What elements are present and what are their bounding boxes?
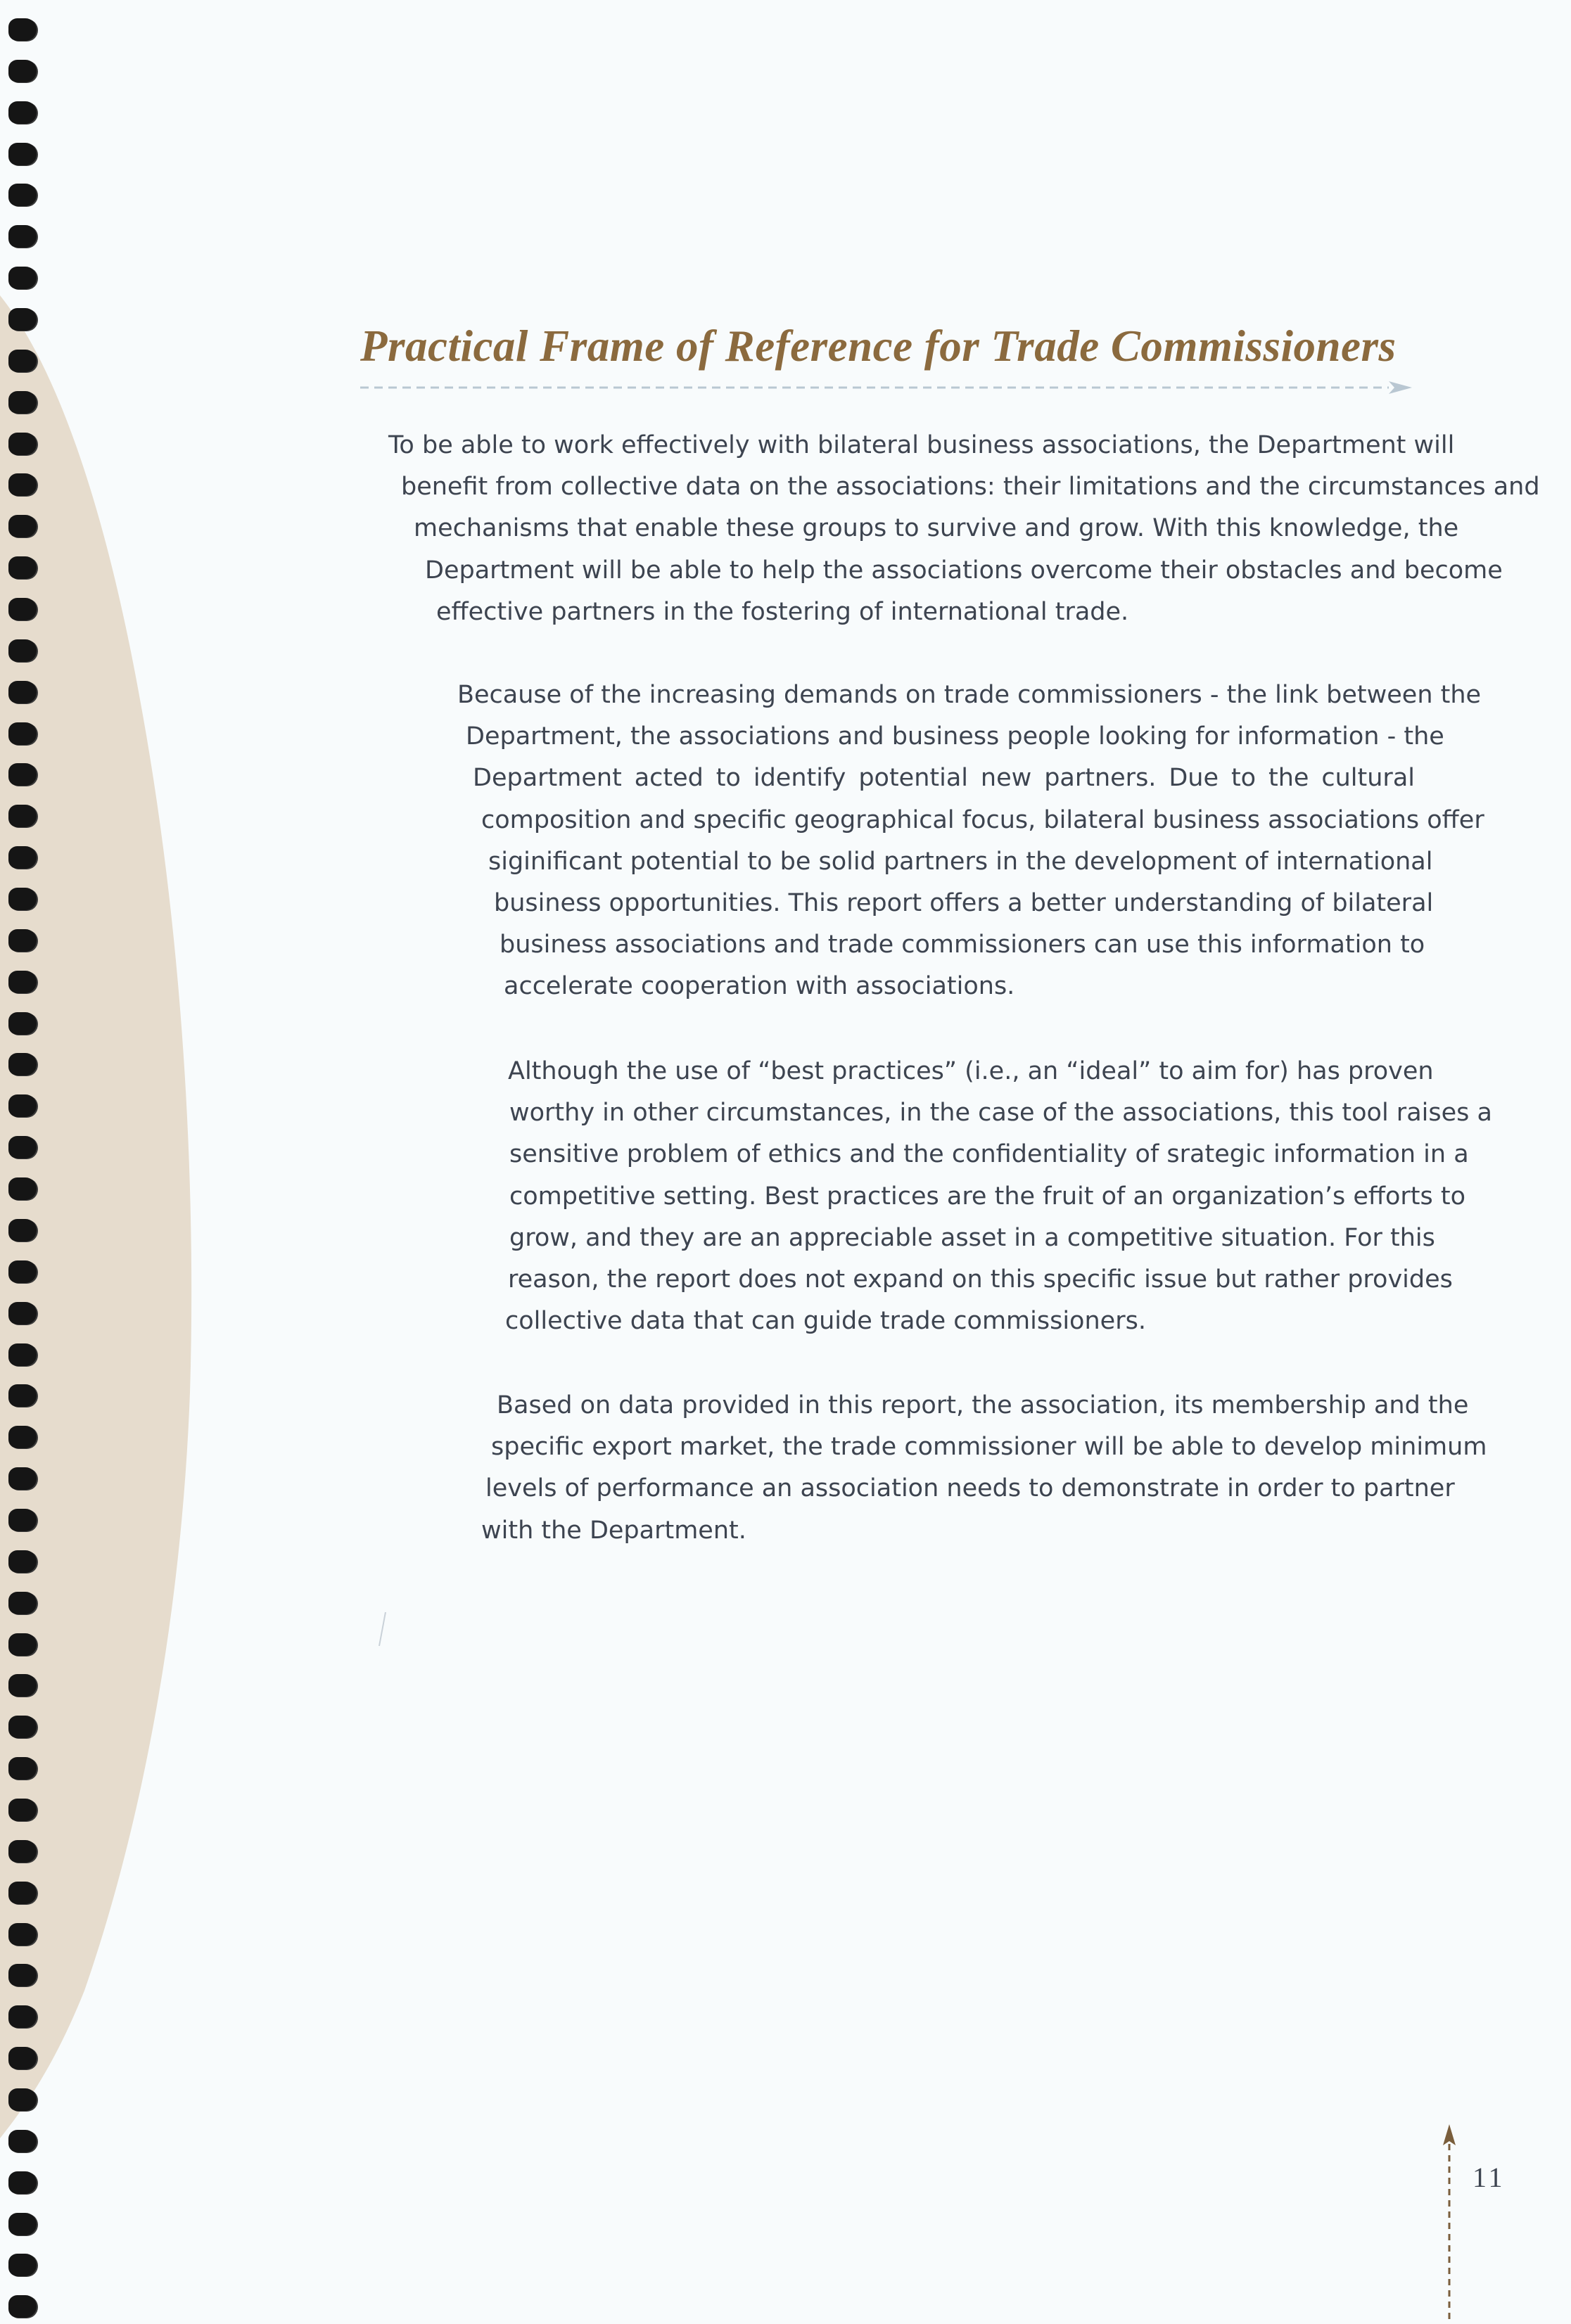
binding-ring <box>8 1260 37 1283</box>
binding-ring <box>8 1384 37 1407</box>
spiral-binding <box>8 18 48 2318</box>
binding-ring <box>8 184 37 206</box>
binding-ring <box>8 2047 37 2069</box>
paragraph-line: To be able to work effectively with bilateral business associations, the Department will <box>388 431 1455 459</box>
binding-ring <box>8 515 37 537</box>
paragraph-line: specific export market, the trade commissioner will be able to develop minimum <box>491 1433 1487 1462</box>
paragraph-line: mechanisms that enable these groups to survive and grow. With this knowledge, the <box>414 514 1459 543</box>
paragraph-line: sensitive problem of ethics and the confidentiality of srategic information in a <box>509 1140 1469 1169</box>
binding-ring <box>8 1219 37 1241</box>
binding-ring <box>8 1094 37 1117</box>
paragraph-line: siginificant potential to be solid partners in the development of international <box>488 847 1433 876</box>
binding-ring <box>8 971 37 993</box>
binding-ring <box>8 1012 37 1035</box>
paragraph-line: competitive setting. Best practices are the fruit of an organization’s efforts to <box>509 1182 1466 1211</box>
binding-ring <box>8 2088 37 2111</box>
binding-ring <box>8 1302 37 1324</box>
paragraph-line: Department, the associations and business people looking for information - the <box>466 722 1444 751</box>
paragraph-line: reason, the report does not expand on this specific issue but rather provides <box>508 1265 1453 1294</box>
binding-ring <box>8 308 37 331</box>
binding-ring <box>8 18 37 41</box>
binding-ring <box>8 1799 37 1821</box>
binding-ring <box>8 722 37 745</box>
binding-ring <box>8 929 37 952</box>
paragraph-line: benefit from collective data on the associations: their limitations and the circumstances and <box>401 473 1540 502</box>
body-paragraph-3 <box>505 1051 1492 1342</box>
body-paragraph-1 <box>388 425 1540 633</box>
binding-ring <box>8 1716 37 1738</box>
binding-ring <box>8 2254 37 2276</box>
binding-ring <box>8 846 37 869</box>
binding-ring <box>8 267 37 289</box>
binding-ring <box>8 101 37 124</box>
paragraph-line: composition and specific geographical focus, bilateral business associations offer <box>481 805 1484 834</box>
body-paragraph-2 <box>457 675 1484 1008</box>
page-number: 11 <box>1473 2162 1506 2193</box>
binding-ring <box>8 1467 37 1490</box>
paragraph-line: Department will be able to help the associations overcome their obstacles and become <box>425 556 1503 585</box>
paragraph-line: effective partners in the fostering of international trade. <box>436 597 1129 626</box>
dashed-arrow-right-icon <box>360 377 1412 398</box>
binding-ring <box>8 350 37 372</box>
binding-ring <box>8 763 37 786</box>
binding-ring <box>8 805 37 827</box>
binding-ring <box>8 1964 37 1986</box>
paragraph-line: grow, and they are an appreciable asset in a competitive situation. For this <box>509 1223 1435 1252</box>
paragraph-line: worthy in other circumstances, in the case of the associations, this tool raises a <box>509 1099 1492 1128</box>
page-title: Practical Frame of Reference for Trade Commissioners <box>360 321 1397 371</box>
binding-ring <box>8 1177 37 1200</box>
binding-ring <box>8 1633 37 1656</box>
binding-ring <box>8 2171 37 2194</box>
binding-ring <box>8 433 37 455</box>
binding-ring <box>8 2295 37 2318</box>
binding-ring <box>8 556 37 579</box>
binding-ring <box>8 1674 37 1697</box>
binding-ring <box>8 1592 37 1614</box>
binding-ring <box>8 2213 37 2235</box>
binding-ring <box>8 473 37 496</box>
binding-ring <box>8 888 37 910</box>
binding-ring <box>8 1757 37 1780</box>
binding-ring <box>8 2005 37 2028</box>
binding-ring <box>8 1509 37 1531</box>
paragraph-line: Because of the increasing demands on trade commissioners - the link between the <box>457 681 1482 709</box>
binding-ring <box>8 225 37 248</box>
paragraph-line: business associations and trade commissioners can use this information to <box>500 931 1425 959</box>
paragraph-line: levels of performance an association needs to demonstrate in order to partner <box>485 1474 1455 1503</box>
binding-ring <box>8 598 37 620</box>
binding-ring <box>8 681 37 703</box>
binding-ring <box>8 1136 37 1158</box>
binding-ring <box>8 2130 37 2152</box>
binding-ring <box>8 60 37 82</box>
stray-pen-mark <box>377 1612 388 1647</box>
binding-ring <box>8 1550 37 1573</box>
body-paragraph-4 <box>481 1385 1487 1552</box>
paragraph-line: with the Department. <box>481 1516 746 1545</box>
paragraph-line: Based on data provided in this report, the association, its membership and the <box>497 1391 1469 1419</box>
binding-ring <box>8 1882 37 1904</box>
binding-ring <box>8 639 37 662</box>
binding-ring <box>8 1343 37 1366</box>
paragraph-line: Department acted to identify potential new partners. Due to the cultural <box>473 764 1415 793</box>
binding-ring <box>8 391 37 414</box>
binding-ring <box>8 1053 37 1075</box>
paragraph-line: collective data that can guide trade commissioners. <box>505 1307 1146 1336</box>
binding-ring <box>8 1840 37 1863</box>
dashed-arrow-up-icon <box>1435 2124 1463 2321</box>
binding-ring <box>8 1426 37 1448</box>
paragraph-line: Although the use of “best practices” (i.e., an “ideal” to aim for) has proven <box>508 1057 1434 1085</box>
paragraph-line: business opportunities. This report offers a better understanding of bilateral <box>494 889 1434 918</box>
binding-ring <box>8 1923 37 1946</box>
binding-ring <box>8 143 37 165</box>
paragraph-line: accelerate cooperation with associations. <box>504 972 1015 1001</box>
